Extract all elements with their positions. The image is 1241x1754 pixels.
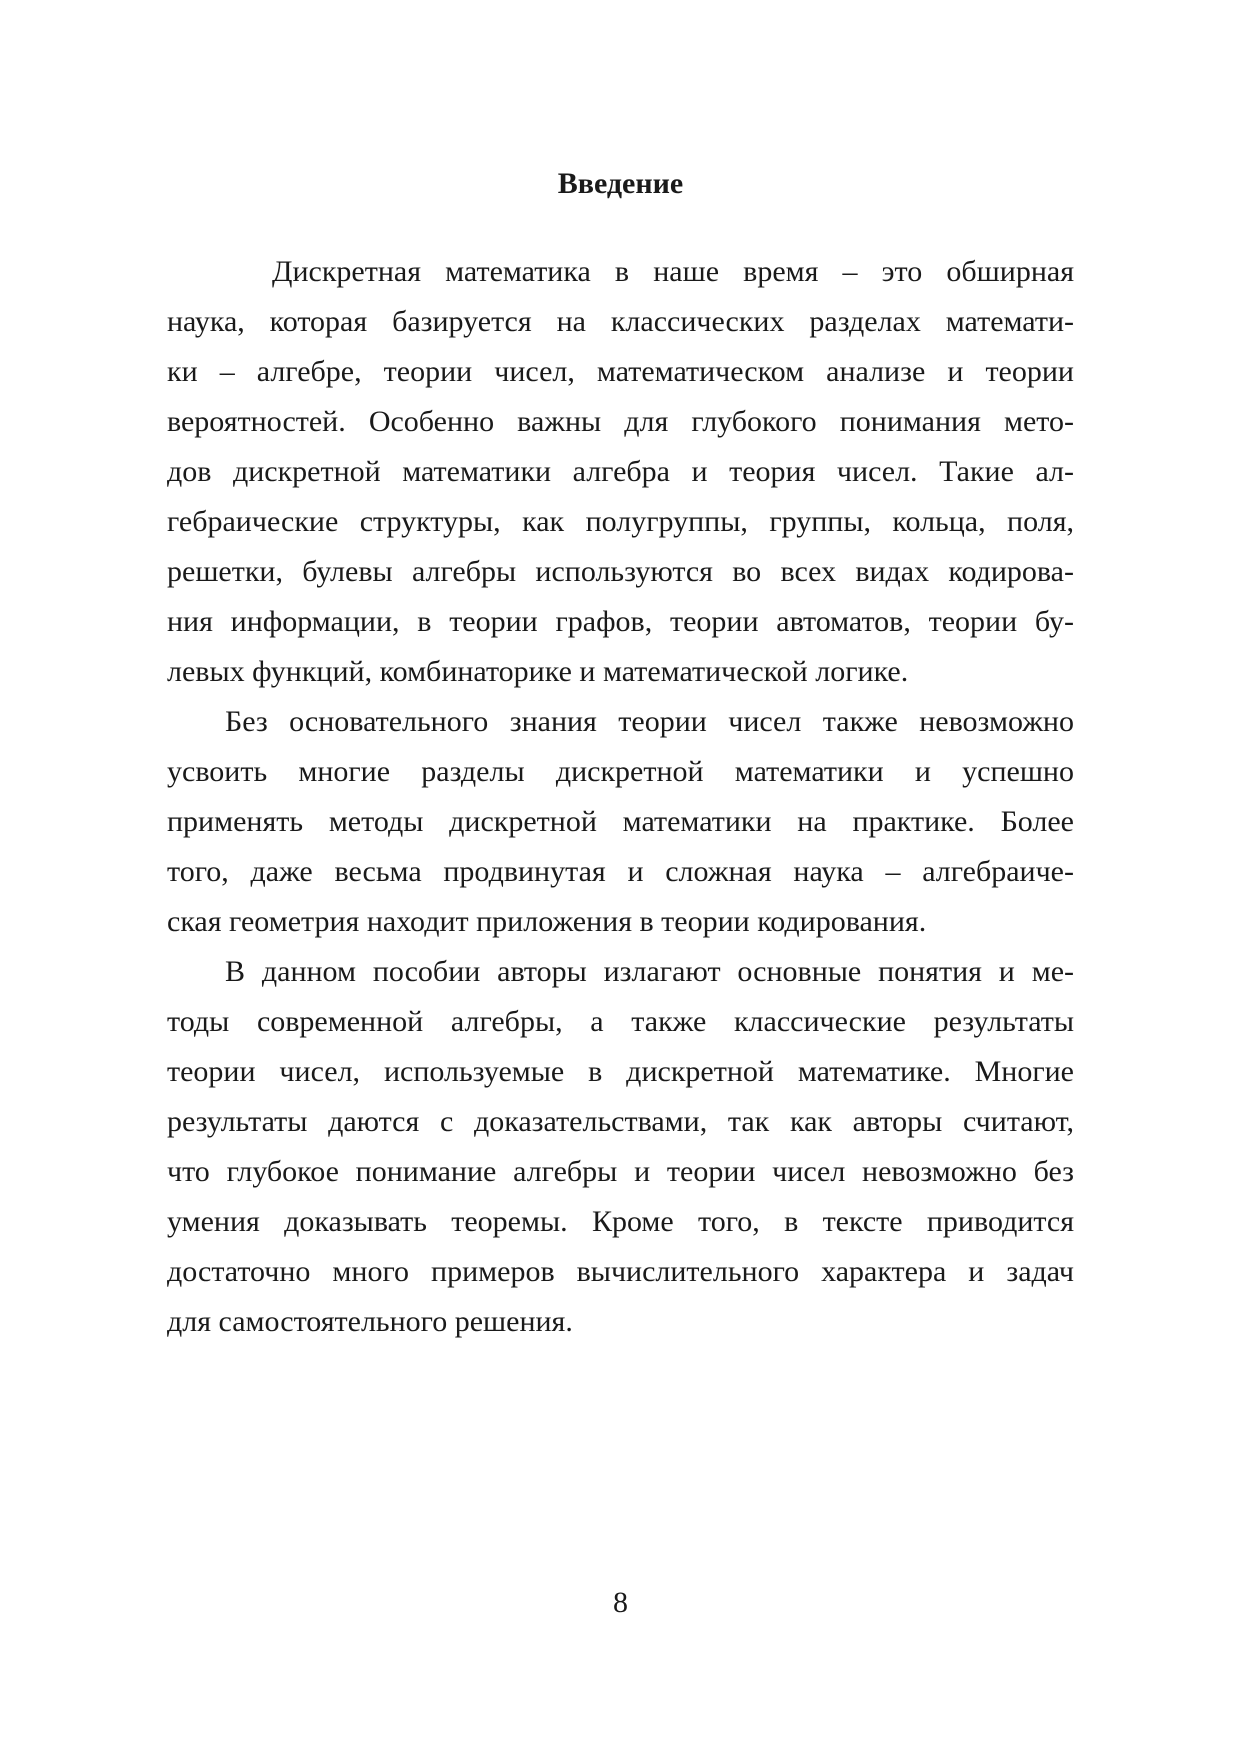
paragraph-1-line-1: Дискретная математика в наше время – это обширная	[272, 255, 1074, 288]
paragraph-2-line-1: Без основательного знания теории чисел также невозможно	[225, 705, 1074, 738]
paragraph-1-line-3: ки – алгебре, теории чисел, математическом анализе и теории	[167, 355, 1074, 388]
paragraph-3-line-4: результаты даются с доказательствами, так как авторы считают,	[167, 1105, 1074, 1138]
paragraph-2-line-2: усвоить многие разделы дискретной математики и успешно	[167, 755, 1074, 788]
paragraph-1-line-2: наука, которая базируется на классических разделах математи-	[167, 305, 1074, 338]
paragraph-1-line-8: ния информации, в теории графов, теории автоматов, теории бу-	[167, 605, 1074, 638]
paragraph-1-line-7: решетки, булевы алгебры используются во всех видах кодирова-	[167, 555, 1074, 588]
paragraph-1-line-6: гебраические структуры, как полугруппы, группы, кольца, поля,	[167, 505, 1074, 538]
paragraph-3-line-5: что глубокое понимание алгебры и теории чисел невозможно без	[167, 1155, 1074, 1188]
paragraph-1-line-5: дов дискретной математики алгебра и теория чисел. Такие ал-	[167, 455, 1074, 488]
paragraph-3-line-3: теории чисел, используемые в дискретной математике. Многие	[167, 1055, 1074, 1088]
paragraph-2-line-4: того, даже весьма продвинутая и сложная наука – алгебраиче-	[167, 855, 1074, 888]
page-title: Введение	[557, 167, 684, 200]
paragraph-1-line-9: левых функций, комбинаторике и математической логике.	[167, 655, 909, 688]
paragraph-3-line-6: умения доказывать теоремы. Кроме того, в тексте приводится	[167, 1205, 1074, 1238]
paragraph-1-line-4: вероятностей. Особенно важны для глубокого понимания мето-	[167, 405, 1074, 438]
paragraph-3-line-8: для самостоятельного решения.	[167, 1305, 573, 1338]
page-number: 8	[613, 1586, 628, 1619]
paragraph-2-line-3: применять методы дискретной математики на практике. Более	[167, 805, 1074, 838]
paragraph-3-line-2: тоды современной алгебры, а также классические результаты	[167, 1005, 1074, 1038]
paragraph-3-line-7: достаточно много примеров вычислительного характера и задач	[167, 1255, 1074, 1288]
paragraph-2-line-5: ская геометрия находит приложения в теории кодирования.	[167, 905, 927, 938]
paragraph-3-line-1: В данном пособии авторы излагают основные понятия и ме-	[225, 955, 1074, 988]
